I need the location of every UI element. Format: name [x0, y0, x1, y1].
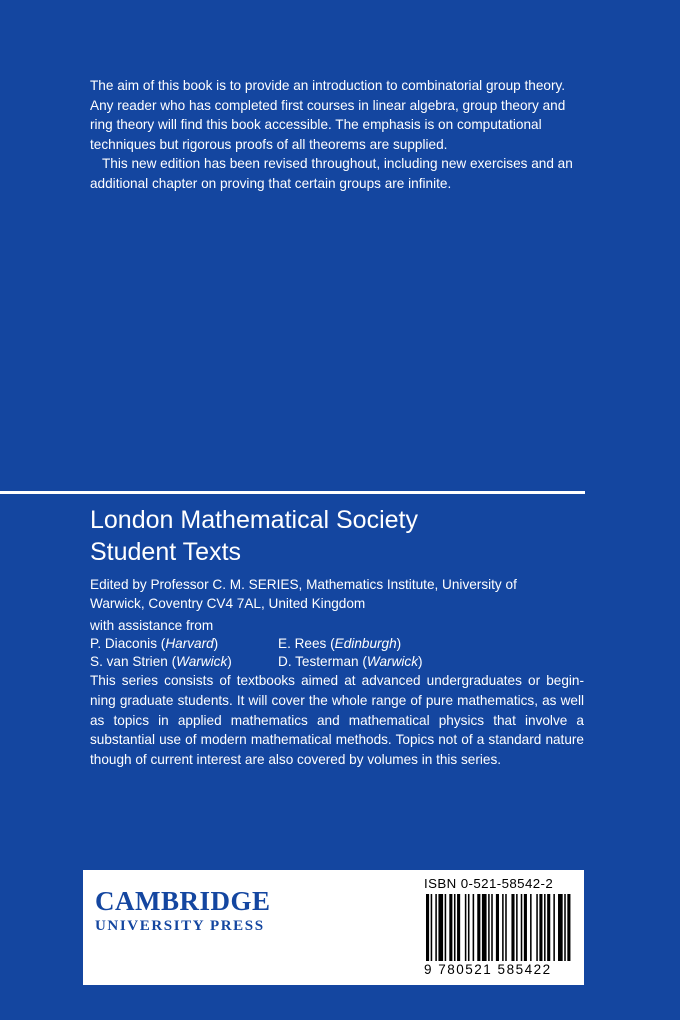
- assistant-name: D. Testerman: [278, 654, 359, 669]
- book-blurb: [90, 76, 590, 194]
- editor-line-1: Edited by Professor C. M. SERIES, Mathematics Institute, University of: [90, 577, 517, 592]
- assistant-editors: [90, 617, 584, 671]
- assistant-entry: P. Diaconis (Harvard): [90, 636, 219, 651]
- series-title: [90, 504, 590, 568]
- publisher-logo-line-1: CAMBRIDGE: [95, 886, 271, 916]
- assistant-entry: D. Testerman (Warwick): [278, 654, 423, 669]
- assistance-intro: with assistance from: [90, 618, 214, 633]
- blurb-paragraph-2: This new edition has been revised throughout, including new exercises and an additional chapter on proving that certain groups are infinite.: [90, 156, 573, 191]
- series-editor: [90, 576, 584, 613]
- assistant-row: [90, 635, 584, 653]
- assistant-affiliation: Edinburgh: [334, 636, 397, 651]
- publisher-logo-line-2: UNIVERSITY PRESS: [95, 918, 265, 934]
- assistant-affiliation: Warwick: [176, 654, 228, 669]
- series-title-line-2: Student Texts: [90, 538, 242, 566]
- blurb-paragraph-1: The aim of this book is to provide an introduction to combinatorial group theory. Any reader who has completed first courses in linear algebra, group theory and ring theory will find this book accessible. The emphasis is on computational techniques but rigorous proofs of all theorems are supplied.: [90, 78, 566, 152]
- series-description: This series consists of textbooks aimed at advanced undergraduates or begin-ning graduate students. It will cover the whole range of pure mathematics, as well as topics in applied mathematics and mathematical physics that involve a substantial use of modern mathematical methods. Topics not of a standard nature though of current interest are also covered by volumes in this series.: [90, 673, 584, 768]
- publisher-panel: [83, 870, 584, 985]
- barcode-digits: 9 780521 585422: [424, 962, 552, 977]
- assistant-entry: S. van Strien (Warwick): [90, 654, 232, 669]
- assistant-name: S. van Strien: [90, 654, 168, 669]
- series-title-line-1: London Mathematical Society: [90, 506, 418, 534]
- assistant-name: P. Diaconis: [90, 636, 157, 651]
- divider-rule: [0, 491, 585, 494]
- assistant-name: E. Rees: [278, 636, 327, 651]
- assistant-affiliation: Harvard: [165, 636, 214, 651]
- assistant-affiliation: Warwick: [366, 654, 419, 669]
- publisher-logo: [95, 886, 275, 935]
- barcode-icon: [426, 894, 572, 961]
- assistant-row: [90, 653, 584, 671]
- isbn-text: ISBN 0-521-58542-2: [424, 876, 554, 891]
- assistant-entry: E. Rees (Edinburgh): [278, 636, 402, 651]
- editor-line-2: Warwick, Coventry CV4 7AL, United Kingdom: [90, 595, 366, 611]
